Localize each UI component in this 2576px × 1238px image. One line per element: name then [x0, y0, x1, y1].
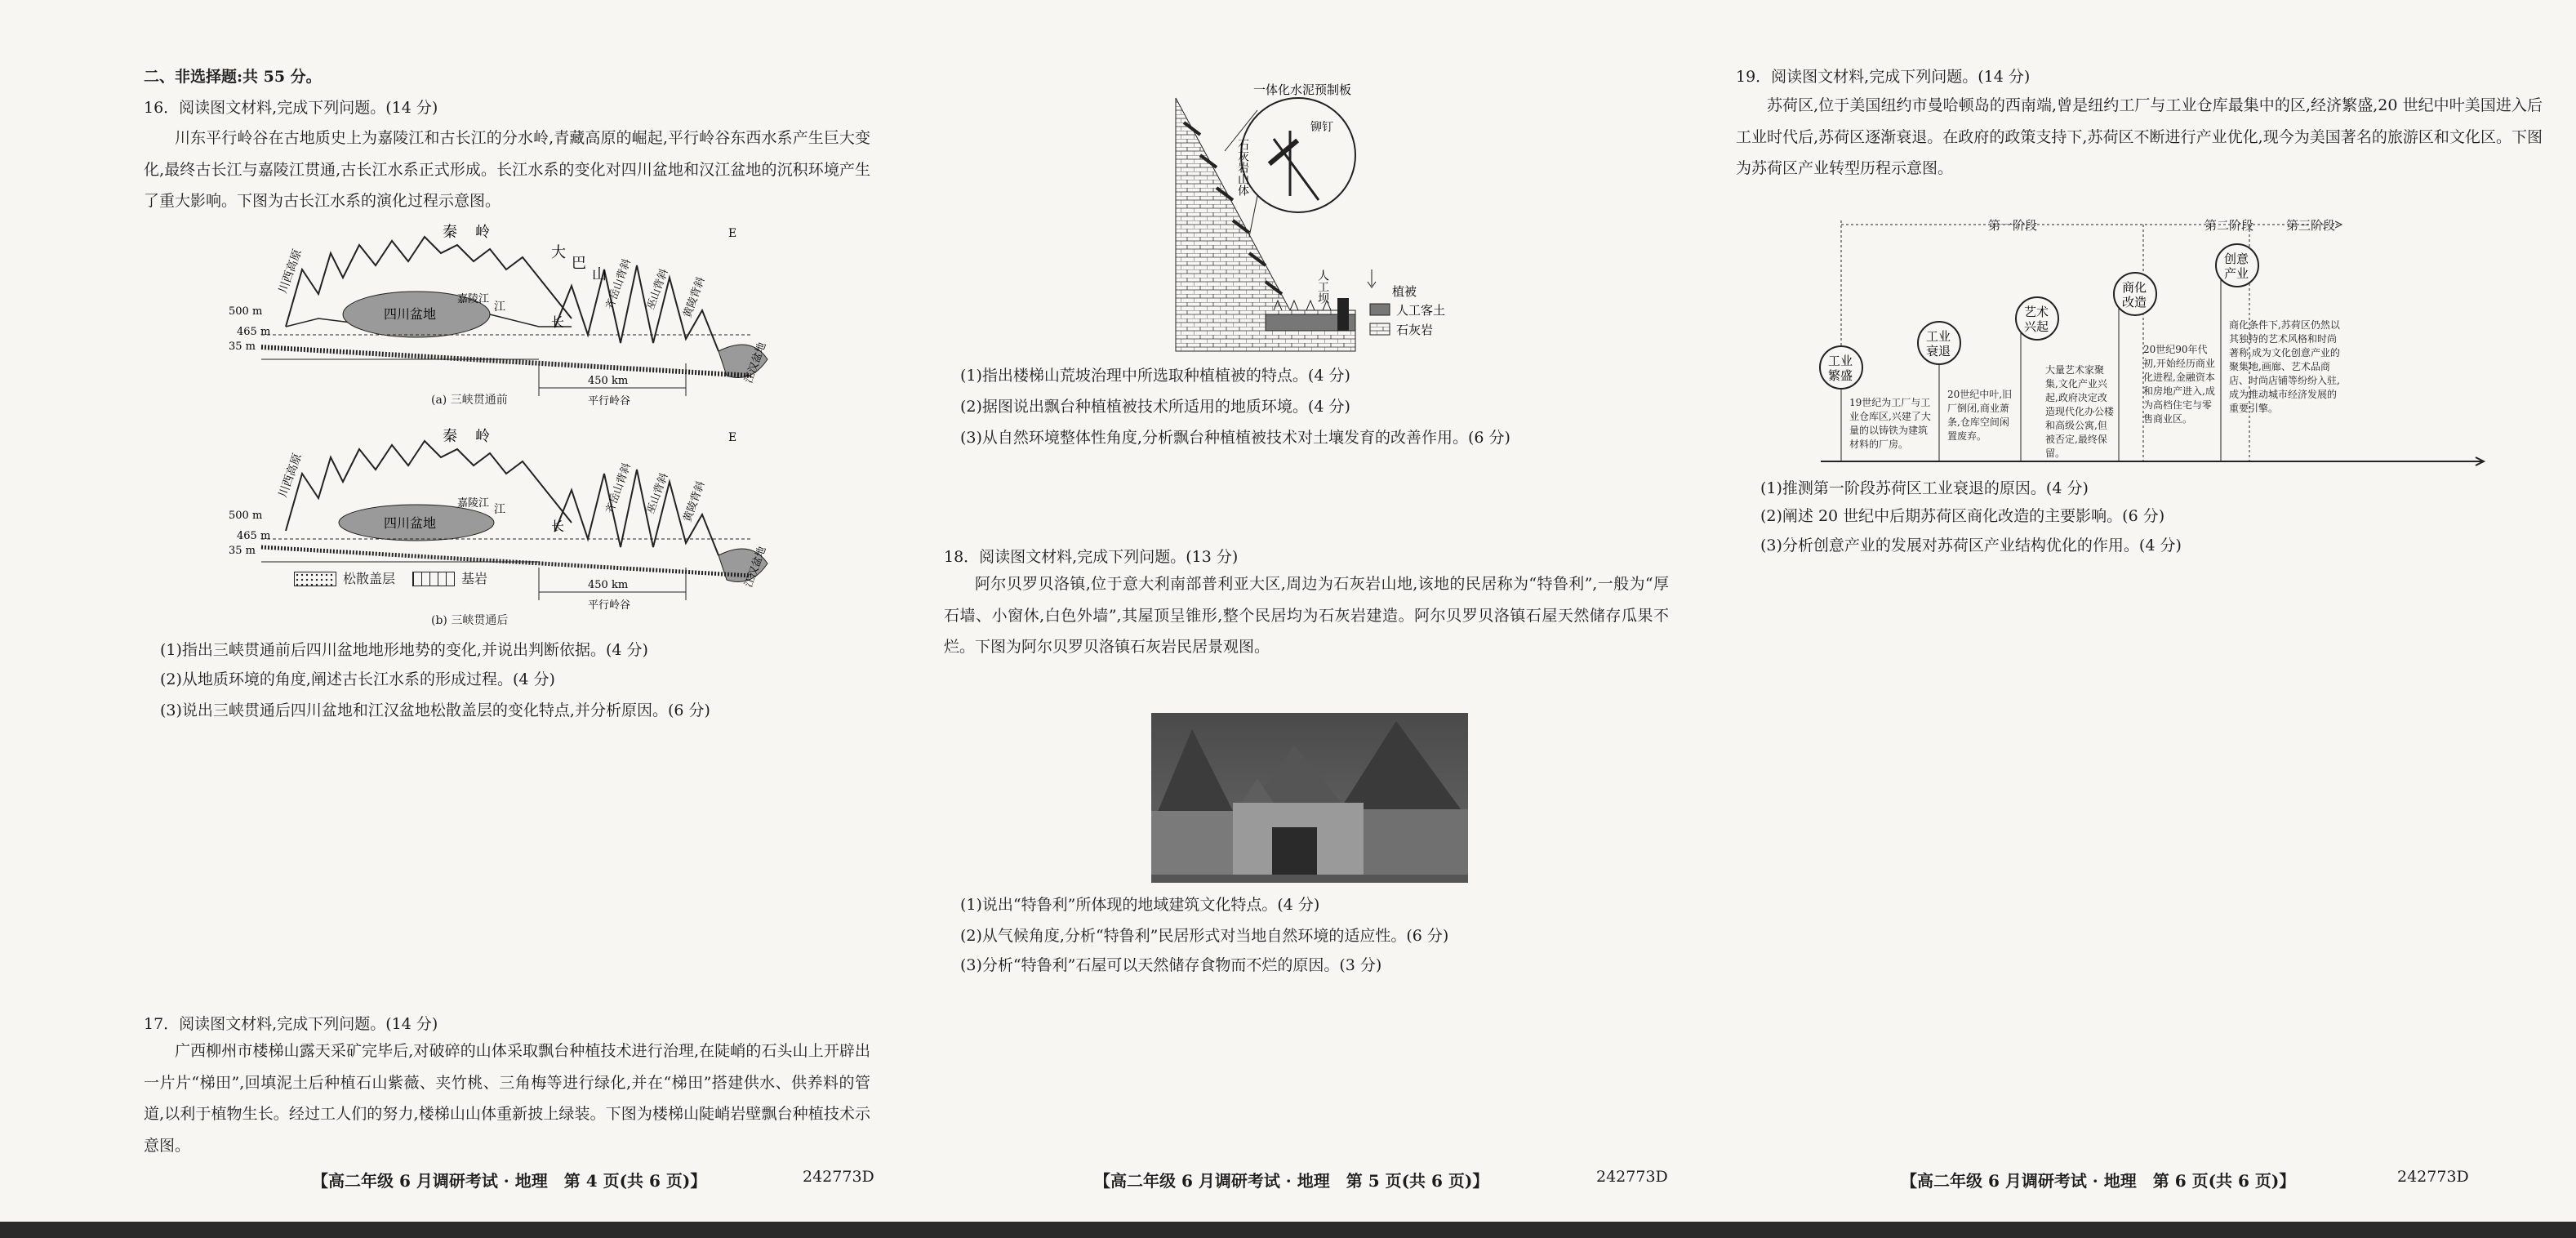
svg-text:一体化水泥预制板: 一体化水泥预制板 [1253, 82, 1352, 97]
q17-sub3: (3)从自然环境整体性角度,分析飘台种植植被技术对土壤发育的改善作用。(6 分) [960, 429, 1510, 447]
trulli-photo [1151, 713, 1468, 883]
q18-sub2: (2)从气候角度,分析“特鲁利”民居形式对当地自然环境的适应性。(6 分) [960, 927, 1449, 945]
page4-footer: 【高二年级 6 月调研考试 · 地理 第 4 页(共 6 页)】 [312, 1171, 707, 1191]
q16-passage: 川东平行岭谷在古地质史上为嘉陵江和古长江的分水岭,青藏高原的崛起,平行岭谷东西水系产生巨大变化,最终古长江与嘉陵江贯通,古长江水系正式形成。长江水系的变化对四川盆地和汉江盆地的沉积环境产生了重大影响。下图为古长江水系的演化过程示意图。 [144, 129, 870, 210]
svg-text:商化: 商化 [2122, 280, 2147, 295]
q17-sub1: (1)指出楼梯山荒坡治理中所选取种植植被的特点。(4 分) [960, 367, 1350, 385]
svg-text:450 km: 450 km [588, 375, 629, 387]
svg-text:人工客土: 人工客土 [1396, 303, 1446, 318]
legend-loose: 松散盖层 [343, 571, 396, 586]
stage-desc-2: 20世纪中叶,旧厂倒闭,商业萧条,仓库空间闲置废弃。 [1947, 389, 2013, 442]
q19-sub3: (3)分析创意产业的发展对苏荷区产业结构优化的作用。(4 分) [1760, 537, 2182, 554]
stage-desc-1: 19世纪为工厂与工业仓库区,兴建了大量的以铸铁为建筑材料的厂房。 [1849, 397, 1931, 450]
label-qin: 秦 [443, 224, 457, 241]
q16-figure-a [229, 220, 800, 408]
q17-sub2: (2)据图说出飘台种植植被技术所适用的地质环境。(4 分) [960, 398, 1350, 416]
stage-desc-5: 商化条件下,苏荷区仍然以其独特的艺术风格和时尚著称,成为文化创意产业的聚集地,画廊、艺术品商店、时尚店铺等纷纷入驻,成为推动城市经济发展的重要引擎。 [2229, 319, 2340, 414]
svg-text:齐岳山背斜: 齐岳山背斜 [603, 461, 634, 516]
svg-text:江汉盆地: 江汉盆地 [742, 341, 769, 385]
svg-text:平行岭谷: 平行岭谷 [588, 599, 631, 612]
caption-b: (b) 三峡贯通后 [431, 614, 509, 627]
svg-text:465 m: 465 m [237, 530, 271, 542]
svg-text:500 m: 500 m [229, 510, 263, 522]
page5-code: 242773D [1596, 1168, 1668, 1186]
svg-text:465 m: 465 m [237, 326, 271, 338]
svg-text:四川盆地: 四川盆地 [384, 515, 437, 531]
svg-text:黄陵背斜: 黄陵背斜 [681, 479, 708, 524]
svg-text:江: 江 [494, 301, 505, 314]
svg-text:工业: 工业 [1828, 354, 1853, 368]
svg-text:岭: 岭 [475, 428, 490, 445]
q17-figure [1168, 73, 1551, 367]
svg-text:平行岭谷: 平行岭谷 [588, 395, 631, 407]
svg-text:创意: 创意 [2224, 252, 2249, 266]
caption-a: (a) 三峡贯通前 [431, 394, 508, 407]
page4-code: 242773D [803, 1168, 874, 1186]
legend-bedrock-swatch [412, 572, 455, 586]
svg-text:川西高原: 川西高原 [276, 247, 305, 296]
svg-text:第三阶段: 第三阶段 [2286, 218, 2336, 233]
svg-text:艺术: 艺术 [2024, 305, 2049, 319]
page-4 [0, 0, 874, 1238]
q19-passage: 苏荷区,位于美国纽约市曼哈顿岛的西南端,曾是纽约工厂与工业仓库最集中的区,经济繁盛,20 世纪中叶美国进入后工业时代后,苏荷区逐渐衰退。在政府的政策支持下,苏荷区不断进行产业优化,现今为美国著名的旅游区和文化区。下图为苏荷区产业转型历程示意图。 [1736, 96, 2543, 177]
label-ling: 岭 [475, 224, 490, 241]
svg-text:嘉陵江: 嘉陵江 [457, 497, 490, 510]
svg-text:第一阶段: 第一阶段 [1988, 218, 2038, 233]
svg-text:巫山背斜: 巫山背斜 [644, 471, 671, 516]
svg-text:35 m: 35 m [229, 341, 256, 353]
svg-text:嘉陵江: 嘉陵江 [457, 293, 490, 305]
svg-text:江汉盆地: 江汉盆地 [742, 545, 769, 590]
q16-sub3: (3)说出三峡贯通后四川盆地和江汉盆地松散盖层的变化特点,并分析原因。(6 分) [160, 701, 710, 719]
svg-text:植被: 植被 [1392, 284, 1417, 299]
q19-header: 19．阅读图文材料,完成下列问题。(14 分) [1736, 68, 2031, 86]
legend-loose-swatch [294, 572, 336, 586]
svg-text:产业: 产业 [2224, 266, 2249, 281]
svg-text:巴: 巴 [572, 255, 586, 272]
svg-text:长: 长 [551, 519, 565, 534]
section-title: 二、非选择题:共 55 分。 [144, 68, 322, 86]
bottom-border [0, 1222, 2576, 1238]
svg-text:E: E [728, 431, 737, 444]
page5-footer: 【高二年级 6 月调研考试 · 地理 第 5 页(共 6 页)】 [1094, 1171, 1489, 1191]
svg-text:巫山背斜: 巫山背斜 [644, 267, 671, 312]
svg-text:铆钉: 铆钉 [1310, 121, 1333, 134]
svg-text:山: 山 [592, 266, 607, 283]
svg-text:35 m: 35 m [229, 545, 256, 557]
svg-text:川西高原: 川西高原 [276, 452, 305, 500]
svg-text:江: 江 [494, 503, 505, 516]
q17-header: 17．阅读图文材料,完成下列问题。(14 分) [144, 1015, 438, 1033]
page-5 [898, 0, 1715, 1238]
svg-text:繁盛: 繁盛 [1828, 368, 1853, 383]
svg-text:黄陵背斜: 黄陵背斜 [681, 275, 708, 320]
page-6 [1715, 0, 2576, 1238]
stage-desc-4: 20世纪90年代初,开始经历商业化进程,金融资本和房地产进入,成为高档住宅与零售商业区。 [2143, 344, 2215, 425]
svg-text:石灰岩: 石灰岩 [1396, 323, 1434, 337]
page6-footer: 【高二年级 6 月调研考试 · 地理 第 6 页(共 6 页)】 [1901, 1171, 2296, 1191]
svg-text:500 m: 500 m [229, 305, 263, 318]
svg-text:衰退: 衰退 [1926, 344, 1951, 358]
svg-text:兴起: 兴起 [2024, 319, 2049, 334]
q16-sub1: (1)指出三峡贯通前后四川盆地地形地势的变化,并说出判断依据。(4 分) [160, 641, 648, 659]
svg-text:大: 大 [551, 244, 566, 261]
q19-sub1: (1)推测第一阶段苏荷区工业衰退的原因。(4 分) [1760, 479, 2089, 497]
svg-text:工业: 工业 [1926, 329, 1951, 344]
svg-text:长: 长 [551, 314, 565, 330]
q16-header: 16．阅读图文材料,完成下列问题。(14 分) [144, 99, 438, 117]
q16-sub2: (2)从地质环境的角度,阐述古长江水系的形成过程。(4 分) [160, 670, 555, 688]
q18-sub3: (3)分析“特鲁利”石屋可以天然储存食物而不烂的原因。(3 分) [960, 956, 1382, 974]
legend-bedrock: 基岩 [461, 571, 488, 586]
svg-text:秦: 秦 [443, 428, 457, 445]
svg-text:石灰岩山体: 石灰岩山体 [1236, 139, 1249, 196]
svg-text:第二阶段: 第二阶段 [2205, 218, 2254, 233]
svg-text:E: E [728, 227, 737, 240]
q19-diagram [1804, 212, 2498, 474]
svg-text:齐岳山背斜: 齐岳山背斜 [603, 257, 634, 312]
svg-text:四川盆地: 四川盆地 [384, 306, 437, 322]
svg-text:人工坝: 人工坝 [1316, 269, 1329, 304]
q18-passage: 阿尔贝罗贝洛镇,位于意大利南部普利亚大区,周边为石灰岩山地,该地的民居称为“特鲁利”,一般为“厚石墙、小窗休,白色外墙”,其屋顶呈锥形,整个民居均为石灰岩建造。阿尔贝罗贝洛镇石屋天然储存瓜果不烂。下图为阿尔贝罗贝洛镇石灰岩民居景观图。 [944, 575, 1669, 656]
svg-text:改造: 改造 [2122, 295, 2147, 310]
q17-passage: 广西柳州市楼梯山露天采矿完毕后,对破碎的山体采取飘台种植技术进行治理,在陡峭的石头山上开辟出一片片“梯田”,回填泥土后种植石山紫薇、夹竹桃、三角梅等进行绿化,并在“梯田”搭建供水、供养料的管道,以利于植物生长。经过工人们的努力,楼梯山山体重新披上绿装。下图为楼梯山陡峭岩壁飘台种植技术示意图。 [144, 1042, 870, 1155]
page6-code: 242773D [2397, 1168, 2469, 1186]
svg-text:450 km: 450 km [588, 579, 629, 591]
stage-desc-3: 大量艺术家聚集,文化产业兴起,政府决定改造现代化办公楼和高级公寓,但被否定,最终保留。 [2045, 364, 2115, 459]
q18-sub1: (1)说出“特鲁利”所体现的地域建筑文化特点。(4 分) [960, 896, 1320, 914]
q19-sub2: (2)阐述 20 世纪中后期苏荷区商化改造的主要影响。(6 分) [1760, 507, 2165, 525]
q18-header: 18．阅读图文材料,完成下列问题。(13 分) [944, 548, 1239, 566]
